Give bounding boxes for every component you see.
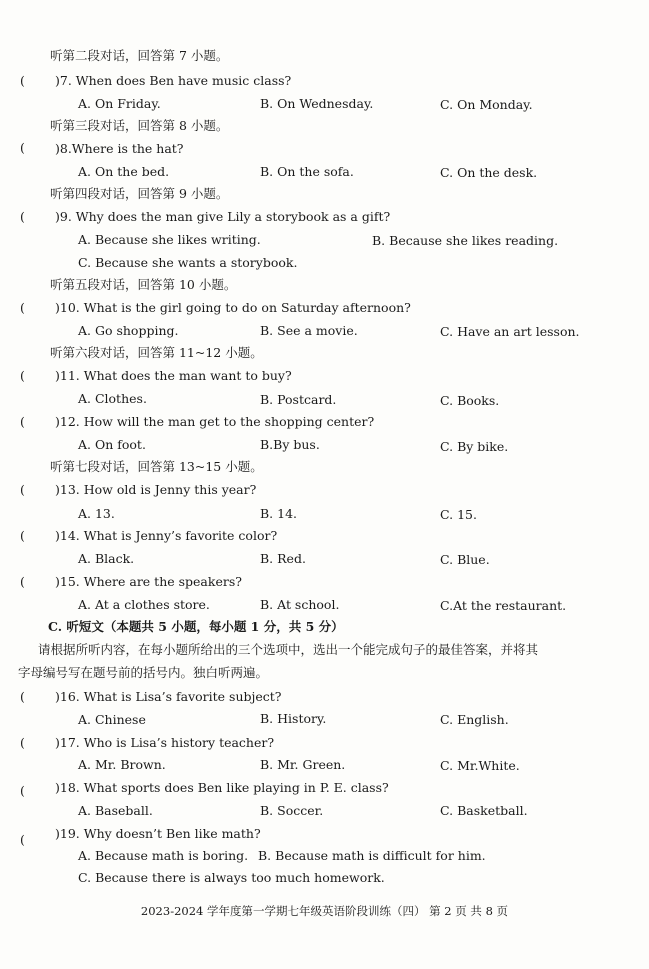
option-b: B. At school. (260, 597, 340, 612)
question-text: )7. When does Ben have music class? (55, 73, 292, 88)
answer-bracket: ( (20, 528, 25, 543)
question-text: )10. What is the girl going to do on Saturday afternoon? (55, 300, 411, 315)
answer-bracket: ( (20, 832, 25, 847)
question-text: )8.Where is the hat? (55, 141, 184, 156)
section-instruction: 听第五段对话，回答第 10 小题。 (50, 277, 237, 292)
question-text: )14. What is Jenny’s favorite color? (55, 528, 278, 543)
answer-bracket: ( (20, 368, 25, 383)
page-footer: 2023-2024 学年度第一学期七年级英语阶段训练（四） 第 2 页 共 8 页 (140, 904, 509, 918)
question-text: )12. How will the man get to the shopping center? (55, 414, 375, 429)
option-b: B. Soccer. (260, 803, 324, 818)
answer-bracket: ( (20, 414, 25, 429)
option-a: A. Black. (78, 551, 135, 566)
section-instruction: 听第四段对话，回答第 9 小题。 (50, 186, 229, 201)
question-text: )17. Who is Lisa’s history teacher? (55, 735, 275, 750)
option-a: A. Clothes. (78, 391, 147, 406)
section-c-instruction-line1: 请根据所听内容，在每小题所给出的三个选项中，选出一个能完成句子的最佳答案，并将其 (38, 642, 539, 657)
option-c: C. Because there is always too much homework. (78, 870, 385, 885)
section-c-title: C. 听短文（本题共 5 小题，每小题 1 分，共 5 分） (48, 619, 344, 634)
option-c: C. On the desk. (440, 165, 538, 180)
option-a: A. On the bed. (78, 164, 170, 179)
option-b: B. On the sofa. (260, 164, 354, 179)
option-a: A. Baseball. (78, 803, 153, 818)
answer-bracket: ( (20, 783, 25, 798)
answer-bracket: ( (20, 735, 25, 750)
option-a: A. 13. (78, 506, 115, 521)
option-b: B. Because math is difficult for him. (258, 848, 486, 863)
answer-bracket: ( (20, 574, 25, 589)
option-a: A. At a clothes store. (78, 597, 210, 612)
option-a: A. On Friday. (78, 96, 161, 111)
option-b: B. History. (260, 711, 327, 726)
question-text: )13. How old is Jenny this year? (55, 482, 257, 497)
question-text: )18. What sports does Ben like playing in P. E. class? (55, 780, 389, 795)
option-c: C. Because she wants a storybook. (78, 255, 298, 270)
answer-bracket: ( (20, 300, 25, 315)
question-text: )15. Where are the speakers? (55, 574, 242, 589)
answer-bracket: ( (20, 689, 25, 704)
question-text: )11. What does the man want to buy? (55, 368, 292, 383)
option-b: B. Red. (260, 551, 306, 566)
option-b: B. On Wednesday. (260, 96, 374, 111)
option-b: B. Mr. Green. (260, 757, 346, 772)
section-c-instruction-line2: 字母编号写在题号前的括号内。独白听两遍。 (18, 665, 269, 680)
option-c: C. Books. (440, 393, 500, 408)
question-text: )16. What is Lisa’s favorite subject? (55, 689, 282, 704)
option-b: B. Postcard. (260, 392, 337, 407)
option-c: C. Basketball. (440, 803, 528, 818)
option-c: C. On Monday. (440, 97, 533, 112)
option-b: B. 14. (260, 506, 298, 521)
option-a: A. Go shopping. (78, 323, 179, 338)
option-a: A. Mr. Brown. (78, 757, 166, 772)
option-c: C. Blue. (440, 552, 490, 567)
option-b: B. Because she likes reading. (372, 233, 559, 248)
answer-bracket: ( (20, 73, 25, 88)
option-b: B. See a movie. (260, 323, 358, 338)
section-instruction: 听第二段对话，回答第 7 小题。 (50, 48, 229, 63)
option-c: C. Have an art lesson. (440, 324, 580, 339)
option-a: A. Chinese (78, 712, 146, 727)
option-a: A. Because she likes writing. (78, 232, 261, 247)
answer-bracket: ( (20, 140, 25, 155)
option-a: A. On foot. (78, 437, 146, 452)
answer-bracket: ( (20, 209, 25, 224)
option-c: C. English. (440, 712, 509, 727)
answer-bracket: ( (20, 482, 25, 497)
question-text: )19. Why doesn’t Ben like math? (55, 826, 261, 841)
option-c: C. Mr.White. (440, 758, 520, 773)
section-instruction: 听第三段对话，回答第 8 小题。 (50, 118, 229, 133)
option-c: C. 15. (440, 507, 477, 522)
option-a: A. Because math is boring. (78, 848, 249, 863)
question-text: )9. Why does the man give Lily a storybook as a gift? (55, 209, 391, 224)
option-c: C. By bike. (440, 439, 509, 454)
option-b: B.By bus. (260, 437, 320, 452)
option-c: C.At the restaurant. (440, 598, 567, 613)
section-instruction: 听第七段对话，回答第 13~15 小题。 (50, 459, 263, 474)
section-instruction: 听第六段对话，回答第 11~12 小题。 (50, 345, 263, 360)
